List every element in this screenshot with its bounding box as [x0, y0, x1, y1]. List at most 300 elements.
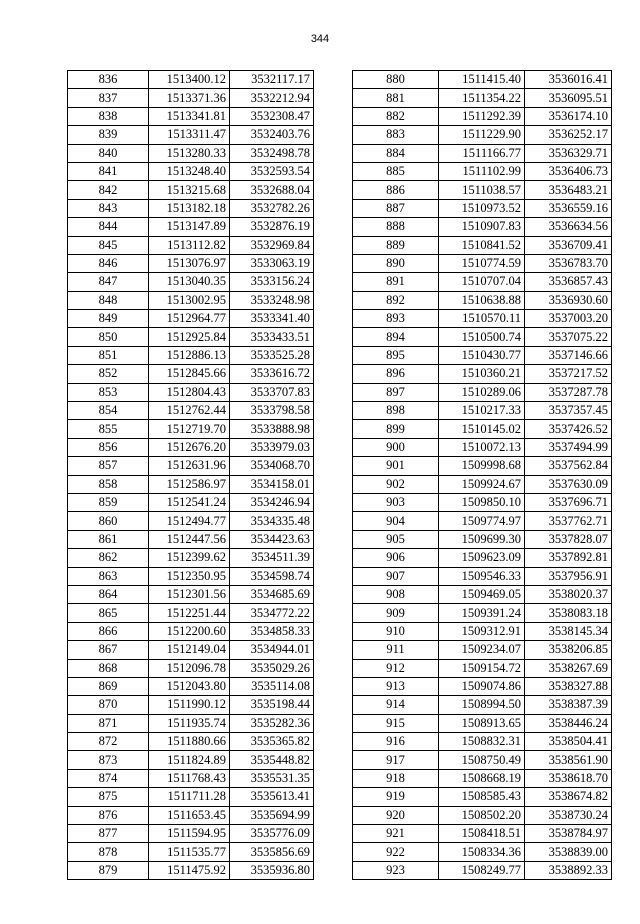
table-row — [353, 457, 612, 475]
table-row — [353, 843, 612, 861]
table-row — [68, 806, 314, 824]
table-row — [353, 567, 612, 585]
y-coordinate-cell: 3533888.98 — [230, 420, 314, 438]
y-coordinate-cell: 3537562.84 — [525, 457, 612, 475]
point-number-cell: 916 — [353, 733, 439, 751]
x-coordinate-cell: 1513311.47 — [149, 126, 230, 144]
table-row — [353, 604, 612, 622]
x-coordinate-cell: 1510072.13 — [439, 438, 525, 456]
point-number-cell: 923 — [353, 861, 439, 879]
y-coordinate-cell: 3533707.83 — [230, 383, 314, 401]
point-number-cell: 868 — [68, 659, 149, 677]
table-row — [68, 291, 314, 309]
point-number-cell: 907 — [353, 567, 439, 585]
point-number-cell: 892 — [353, 291, 439, 309]
table-row — [353, 714, 612, 732]
table-row — [68, 769, 314, 787]
x-coordinate-cell: 1512925.84 — [149, 328, 230, 346]
point-number-cell: 890 — [353, 254, 439, 272]
point-number-cell: 913 — [353, 677, 439, 695]
table-row — [68, 567, 314, 585]
table-row — [68, 328, 314, 346]
table-row — [353, 696, 612, 714]
y-coordinate-cell: 3532212.94 — [230, 89, 314, 107]
x-coordinate-cell: 1510973.52 — [439, 199, 525, 217]
y-coordinate-cell: 3538387.39 — [525, 696, 612, 714]
point-number-cell: 848 — [68, 291, 149, 309]
table-row — [68, 310, 314, 328]
x-coordinate-cell: 1508585.43 — [439, 788, 525, 806]
table-row — [353, 475, 612, 493]
x-coordinate-cell: 1512096.78 — [149, 659, 230, 677]
y-coordinate-cell: 3535776.09 — [230, 825, 314, 843]
point-number-cell: 922 — [353, 843, 439, 861]
x-coordinate-cell: 1508913.65 — [439, 714, 525, 732]
point-number-cell: 918 — [353, 769, 439, 787]
y-coordinate-cell: 3537426.52 — [525, 420, 612, 438]
y-coordinate-cell: 3538618.70 — [525, 769, 612, 787]
point-number-cell: 854 — [68, 402, 149, 420]
point-number-cell: 886 — [353, 181, 439, 199]
x-coordinate-cell: 1512586.97 — [149, 475, 230, 493]
point-number-cell: 881 — [353, 89, 439, 107]
table-row — [353, 328, 612, 346]
y-coordinate-cell: 3538446.24 — [525, 714, 612, 732]
point-number-cell: 850 — [68, 328, 149, 346]
y-coordinate-cell: 3533063.19 — [230, 254, 314, 272]
point-number-cell: 853 — [68, 383, 149, 401]
y-coordinate-cell: 3534246.94 — [230, 493, 314, 511]
y-coordinate-cell: 3534772.22 — [230, 604, 314, 622]
x-coordinate-cell: 1510430.77 — [439, 346, 525, 364]
table-row — [68, 71, 314, 89]
table-row — [68, 622, 314, 640]
y-coordinate-cell: 3535114.08 — [230, 677, 314, 695]
y-coordinate-cell: 3538730.24 — [525, 806, 612, 824]
point-number-cell: 877 — [68, 825, 149, 843]
table-row — [68, 457, 314, 475]
table-row — [68, 788, 314, 806]
y-coordinate-cell: 3533979.03 — [230, 438, 314, 456]
x-coordinate-cell: 1510841.52 — [439, 236, 525, 254]
point-number-cell: 859 — [68, 493, 149, 511]
x-coordinate-cell: 1512200.60 — [149, 622, 230, 640]
y-coordinate-cell: 3536857.43 — [525, 273, 612, 291]
x-coordinate-cell: 1508832.31 — [439, 733, 525, 751]
x-coordinate-cell: 1511990.12 — [149, 696, 230, 714]
x-coordinate-cell: 1509154.72 — [439, 659, 525, 677]
x-coordinate-cell: 1512350.95 — [149, 567, 230, 585]
table-row — [353, 218, 612, 236]
x-coordinate-cell: 1512149.04 — [149, 641, 230, 659]
y-coordinate-cell: 3537956.91 — [525, 567, 612, 585]
table-row — [353, 346, 612, 364]
x-coordinate-cell: 1512399.62 — [149, 549, 230, 567]
y-coordinate-cell: 3534685.69 — [230, 585, 314, 603]
table-row — [68, 677, 314, 695]
table-row — [353, 273, 612, 291]
point-number-cell: 885 — [353, 162, 439, 180]
point-number-cell: 903 — [353, 493, 439, 511]
point-number-cell: 883 — [353, 126, 439, 144]
y-coordinate-cell: 3538083.18 — [525, 604, 612, 622]
y-coordinate-cell: 3533248.98 — [230, 291, 314, 309]
x-coordinate-cell: 1511354.22 — [439, 89, 525, 107]
x-coordinate-cell: 1510707.04 — [439, 273, 525, 291]
table-row — [68, 733, 314, 751]
y-coordinate-cell: 3535365.82 — [230, 733, 314, 751]
y-coordinate-cell: 3538504.41 — [525, 733, 612, 751]
table-row — [353, 383, 612, 401]
table-row — [68, 365, 314, 383]
y-coordinate-cell: 3533616.72 — [230, 365, 314, 383]
table-row — [68, 273, 314, 291]
y-coordinate-cell: 3534335.48 — [230, 512, 314, 530]
x-coordinate-cell: 1510500.74 — [439, 328, 525, 346]
point-number-cell: 870 — [68, 696, 149, 714]
point-number-cell: 901 — [353, 457, 439, 475]
point-number-cell: 914 — [353, 696, 439, 714]
x-coordinate-cell: 1512845.66 — [149, 365, 230, 383]
x-coordinate-cell: 1508502.20 — [439, 806, 525, 824]
y-coordinate-cell: 3536634.56 — [525, 218, 612, 236]
y-coordinate-cell: 3538267.69 — [525, 659, 612, 677]
y-coordinate-cell: 3537075.22 — [525, 328, 612, 346]
point-number-cell: 889 — [353, 236, 439, 254]
point-number-cell: 861 — [68, 530, 149, 548]
point-number-cell: 915 — [353, 714, 439, 732]
point-number-cell: 911 — [353, 641, 439, 659]
table-row — [353, 530, 612, 548]
x-coordinate-cell: 1509850.10 — [439, 493, 525, 511]
x-coordinate-cell: 1510638.88 — [439, 291, 525, 309]
x-coordinate-cell: 1512494.77 — [149, 512, 230, 530]
x-coordinate-cell: 1513215.68 — [149, 181, 230, 199]
point-number-cell: 864 — [68, 585, 149, 603]
point-number-cell: 887 — [353, 199, 439, 217]
y-coordinate-cell: 3536559.16 — [525, 199, 612, 217]
x-coordinate-cell: 1512541.24 — [149, 493, 230, 511]
point-number-cell: 898 — [353, 402, 439, 420]
point-number-cell: 899 — [353, 420, 439, 438]
y-coordinate-cell: 3534423.63 — [230, 530, 314, 548]
point-number-cell: 875 — [68, 788, 149, 806]
point-number-cell: 846 — [68, 254, 149, 272]
y-coordinate-cell: 3534068.70 — [230, 457, 314, 475]
table-row — [353, 806, 612, 824]
x-coordinate-cell: 1510145.02 — [439, 420, 525, 438]
table-row — [68, 696, 314, 714]
point-number-cell: 884 — [353, 144, 439, 162]
point-number-cell: 917 — [353, 751, 439, 769]
point-number-cell: 855 — [68, 420, 149, 438]
table-row — [353, 291, 612, 309]
table-row — [353, 677, 612, 695]
x-coordinate-cell: 1512719.70 — [149, 420, 230, 438]
table-row — [353, 641, 612, 659]
table-row — [353, 493, 612, 511]
point-number-cell: 866 — [68, 622, 149, 640]
point-number-cell: 902 — [353, 475, 439, 493]
x-coordinate-cell: 1508750.49 — [439, 751, 525, 769]
y-coordinate-cell: 3538020.37 — [525, 585, 612, 603]
table-row — [353, 769, 612, 787]
table-row — [353, 71, 612, 89]
table-row — [353, 438, 612, 456]
y-coordinate-cell: 3535282.36 — [230, 714, 314, 732]
y-coordinate-cell: 3533341.40 — [230, 310, 314, 328]
point-number-cell: 851 — [68, 346, 149, 364]
x-coordinate-cell: 1513371.36 — [149, 89, 230, 107]
point-number-cell: 847 — [68, 273, 149, 291]
y-coordinate-cell: 3532117.17 — [230, 71, 314, 89]
y-coordinate-cell: 3532688.04 — [230, 181, 314, 199]
y-coordinate-cell: 3536783.70 — [525, 254, 612, 272]
x-coordinate-cell: 1510289.06 — [439, 383, 525, 401]
table-row — [68, 843, 314, 861]
y-coordinate-cell: 3532403.76 — [230, 126, 314, 144]
y-coordinate-cell: 3532782.26 — [230, 199, 314, 217]
point-number-cell: 858 — [68, 475, 149, 493]
table-row — [353, 622, 612, 640]
point-number-cell: 910 — [353, 622, 439, 640]
x-coordinate-cell: 1511880.66 — [149, 733, 230, 751]
y-coordinate-cell: 3534598.74 — [230, 567, 314, 585]
y-coordinate-cell: 3533156.24 — [230, 273, 314, 291]
table-row — [353, 107, 612, 125]
table-row — [353, 181, 612, 199]
x-coordinate-cell: 1512043.80 — [149, 677, 230, 695]
x-coordinate-cell: 1510217.33 — [439, 402, 525, 420]
x-coordinate-cell: 1508418.51 — [439, 825, 525, 843]
table-row — [68, 585, 314, 603]
point-number-cell: 921 — [353, 825, 439, 843]
point-number-cell: 865 — [68, 604, 149, 622]
point-number-cell: 862 — [68, 549, 149, 567]
y-coordinate-cell: 3534944.01 — [230, 641, 314, 659]
y-coordinate-cell: 3534158.01 — [230, 475, 314, 493]
point-number-cell: 908 — [353, 585, 439, 603]
point-number-cell: 863 — [68, 567, 149, 585]
y-coordinate-cell: 3538674.82 — [525, 788, 612, 806]
x-coordinate-cell: 1509699.30 — [439, 530, 525, 548]
x-coordinate-cell: 1513400.12 — [149, 71, 230, 89]
table-row — [353, 199, 612, 217]
x-coordinate-cell: 1511824.89 — [149, 751, 230, 769]
table-row — [68, 236, 314, 254]
y-coordinate-cell: 3532308.47 — [230, 107, 314, 125]
table-row — [353, 788, 612, 806]
table-row — [353, 420, 612, 438]
y-coordinate-cell: 3535029.26 — [230, 659, 314, 677]
x-coordinate-cell: 1509774.97 — [439, 512, 525, 530]
point-number-cell: 893 — [353, 310, 439, 328]
point-number-cell: 880 — [353, 71, 439, 89]
point-number-cell: 905 — [353, 530, 439, 548]
x-coordinate-cell: 1512301.56 — [149, 585, 230, 603]
x-coordinate-cell: 1510570.11 — [439, 310, 525, 328]
y-coordinate-cell: 3534511.39 — [230, 549, 314, 567]
x-coordinate-cell: 1511038.57 — [439, 181, 525, 199]
point-number-cell: 894 — [353, 328, 439, 346]
x-coordinate-cell: 1512762.44 — [149, 402, 230, 420]
table-row — [353, 512, 612, 530]
table-row — [68, 751, 314, 769]
point-number-cell: 860 — [68, 512, 149, 530]
point-number-cell: 896 — [353, 365, 439, 383]
table-row — [68, 604, 314, 622]
table-row — [353, 162, 612, 180]
y-coordinate-cell: 3536483.21 — [525, 181, 612, 199]
x-coordinate-cell: 1512886.13 — [149, 346, 230, 364]
point-number-cell: 838 — [68, 107, 149, 125]
table-row — [353, 89, 612, 107]
x-coordinate-cell: 1510907.83 — [439, 218, 525, 236]
y-coordinate-cell: 3537630.09 — [525, 475, 612, 493]
x-coordinate-cell: 1511475.92 — [149, 861, 230, 879]
x-coordinate-cell: 1511935.74 — [149, 714, 230, 732]
y-coordinate-cell: 3535531.35 — [230, 769, 314, 787]
x-coordinate-cell: 1510774.59 — [439, 254, 525, 272]
x-coordinate-cell: 1513040.35 — [149, 273, 230, 291]
x-coordinate-cell: 1512251.44 — [149, 604, 230, 622]
table-row — [68, 493, 314, 511]
table-row — [353, 126, 612, 144]
table-row — [353, 751, 612, 769]
table-row — [68, 383, 314, 401]
y-coordinate-cell: 3537217.52 — [525, 365, 612, 383]
x-coordinate-cell: 1513280.33 — [149, 144, 230, 162]
x-coordinate-cell: 1509546.33 — [439, 567, 525, 585]
table-row — [68, 181, 314, 199]
y-coordinate-cell: 3535856.69 — [230, 843, 314, 861]
point-number-cell: 836 — [68, 71, 149, 89]
point-number-cell: 871 — [68, 714, 149, 732]
y-coordinate-cell: 3538892.33 — [525, 861, 612, 879]
table-row — [68, 641, 314, 659]
table-row — [68, 89, 314, 107]
table-row — [353, 585, 612, 603]
x-coordinate-cell: 1511594.95 — [149, 825, 230, 843]
y-coordinate-cell: 3537287.78 — [525, 383, 612, 401]
y-coordinate-cell: 3538206.85 — [525, 641, 612, 659]
point-number-cell: 872 — [68, 733, 149, 751]
x-coordinate-cell: 1509312.91 — [439, 622, 525, 640]
y-coordinate-cell: 3538561.90 — [525, 751, 612, 769]
y-coordinate-cell: 3536095.51 — [525, 89, 612, 107]
y-coordinate-cell: 3538784.97 — [525, 825, 612, 843]
y-coordinate-cell: 3532498.78 — [230, 144, 314, 162]
y-coordinate-cell: 3537146.66 — [525, 346, 612, 364]
table-row — [353, 310, 612, 328]
table-row — [353, 144, 612, 162]
y-coordinate-cell: 3536709.41 — [525, 236, 612, 254]
table-row — [68, 659, 314, 677]
coordinates-table-left — [67, 70, 314, 880]
y-coordinate-cell: 3538839.00 — [525, 843, 612, 861]
table-row — [68, 438, 314, 456]
point-number-cell: 849 — [68, 310, 149, 328]
point-number-cell: 912 — [353, 659, 439, 677]
point-number-cell: 839 — [68, 126, 149, 144]
y-coordinate-cell: 3532969.84 — [230, 236, 314, 254]
y-coordinate-cell: 3535448.82 — [230, 751, 314, 769]
table-row — [353, 825, 612, 843]
x-coordinate-cell: 1509469.05 — [439, 585, 525, 603]
table-row — [68, 199, 314, 217]
table-row — [68, 512, 314, 530]
y-coordinate-cell: 3537696.71 — [525, 493, 612, 511]
x-coordinate-cell: 1509924.67 — [439, 475, 525, 493]
x-coordinate-cell: 1512804.43 — [149, 383, 230, 401]
coordinates-table-right — [352, 70, 612, 880]
point-number-cell: 869 — [68, 677, 149, 695]
x-coordinate-cell: 1512676.20 — [149, 438, 230, 456]
table-row — [68, 475, 314, 493]
table-row — [353, 861, 612, 879]
y-coordinate-cell: 3537003.20 — [525, 310, 612, 328]
point-number-cell: 856 — [68, 438, 149, 456]
y-coordinate-cell: 3532593.54 — [230, 162, 314, 180]
point-number-cell: 909 — [353, 604, 439, 622]
x-coordinate-cell: 1511711.28 — [149, 788, 230, 806]
x-coordinate-cell: 1509234.07 — [439, 641, 525, 659]
point-number-cell: 879 — [68, 861, 149, 879]
point-number-cell: 840 — [68, 144, 149, 162]
y-coordinate-cell: 3535613.41 — [230, 788, 314, 806]
y-coordinate-cell: 3536174.10 — [525, 107, 612, 125]
table-row — [68, 254, 314, 272]
x-coordinate-cell: 1513147.89 — [149, 218, 230, 236]
table-row — [353, 236, 612, 254]
y-coordinate-cell: 3537494.99 — [525, 438, 612, 456]
table-row — [353, 365, 612, 383]
y-coordinate-cell: 3536252.17 — [525, 126, 612, 144]
point-number-cell: 843 — [68, 199, 149, 217]
point-number-cell: 904 — [353, 512, 439, 530]
x-coordinate-cell: 1510360.21 — [439, 365, 525, 383]
table-row — [68, 420, 314, 438]
point-number-cell: 874 — [68, 769, 149, 787]
x-coordinate-cell: 1509623.09 — [439, 549, 525, 567]
table-row — [353, 733, 612, 751]
table-row — [68, 144, 314, 162]
point-number-cell: 878 — [68, 843, 149, 861]
x-coordinate-cell: 1513076.97 — [149, 254, 230, 272]
table-row — [353, 254, 612, 272]
table-row — [68, 825, 314, 843]
table-row — [353, 659, 612, 677]
point-number-cell: 845 — [68, 236, 149, 254]
x-coordinate-cell: 1511102.99 — [439, 162, 525, 180]
point-number-cell: 844 — [68, 218, 149, 236]
y-coordinate-cell: 3533798.58 — [230, 402, 314, 420]
y-coordinate-cell: 3538145.34 — [525, 622, 612, 640]
y-coordinate-cell: 3533525.28 — [230, 346, 314, 364]
y-coordinate-cell: 3536329.71 — [525, 144, 612, 162]
point-number-cell: 920 — [353, 806, 439, 824]
table-row — [68, 107, 314, 125]
point-number-cell: 897 — [353, 383, 439, 401]
x-coordinate-cell: 1513341.81 — [149, 107, 230, 125]
table-row — [68, 346, 314, 364]
point-number-cell: 888 — [353, 218, 439, 236]
point-number-cell: 857 — [68, 457, 149, 475]
table-row — [353, 549, 612, 567]
x-coordinate-cell: 1513182.18 — [149, 199, 230, 217]
y-coordinate-cell: 3537762.71 — [525, 512, 612, 530]
point-number-cell: 919 — [353, 788, 439, 806]
